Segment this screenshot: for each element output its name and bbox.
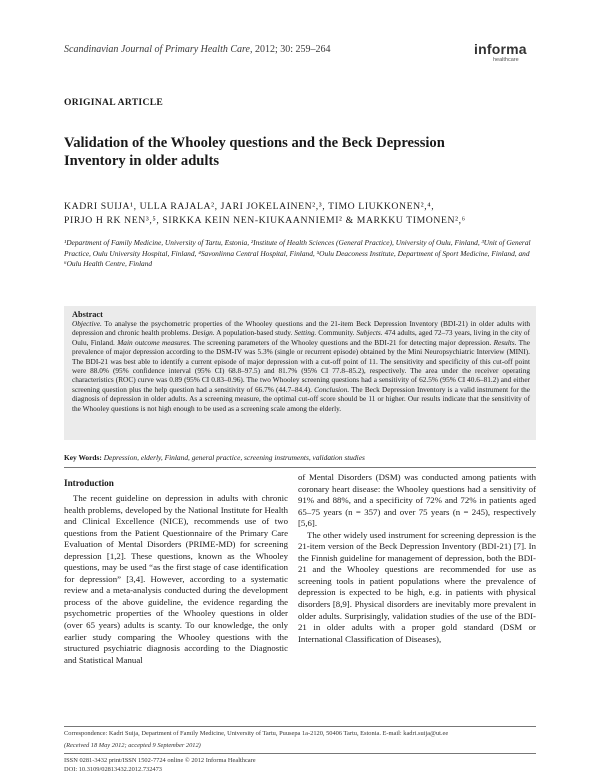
publisher-logo-subtitle: healthcare	[493, 57, 519, 63]
author-line: PIRJO H RK NEN³,⁵, SIRKKA KEIN NEN-KIUKAANNIEMI² & MARKKU TIMONEN²,⁶	[64, 215, 466, 226]
abstract-subheading: Design.	[192, 328, 215, 338]
author-line: KADRI SUIJA¹, ULLA RAJALA², JARI JOKELAINEN²,³, TIMO LIUKKONEN²,⁴,	[64, 201, 435, 212]
affiliations: ¹Department of Family Medicine, University of Tartu, Estonia, ²Institute of Health Sciences (General Practice), University of Oulu, Finland, ³Unit of General Practice, Oulu University Hospital, Finland, ⁴Savonlinna Central Hospital, Finland, ⁵Oulu Deaconess Institute, Department of Sport Medicine, Finland, and ⁶Oulu Health Centre, Finland	[64, 238, 531, 269]
abstract-subheading: Conclusion.	[314, 384, 350, 394]
abstract-subheading: Objective.	[72, 319, 102, 328]
abstract-segment: The Beck Depression Inventory is a valid instrument for the diagnosis of depression in older adults. As a screening measure, the optimal cut-off score should be 11 or higher. Our results indicate that the sensitivity of the Whooley questions is not high enough to be used as a screening scale among the elderly.	[72, 384, 530, 413]
abstract-text	[72, 319, 530, 413]
body-column-left	[64, 493, 288, 666]
abstract-segment: Community.	[316, 328, 357, 338]
author-list	[64, 200, 544, 228]
journal-name: Scandinavian Journal of Primary Health Care,	[64, 44, 253, 55]
issn: ISSN 0281-3432 print/ISSN 1502-7724 online © 2012 Informa Healthcare	[64, 757, 256, 764]
journal-details: 2012; 30: 259–264	[252, 44, 331, 55]
keywords	[64, 453, 536, 462]
received-dates: (Received 18 May 2012; accepted 9 September 2012)	[64, 742, 201, 749]
abstract-subheading: Main outcome measures.	[117, 337, 192, 347]
divider	[64, 467, 536, 468]
footer-divider	[64, 726, 536, 727]
abstract-segment: 474 adults, aged 72–73 years, living in the city of Oulu, Finland.	[72, 328, 530, 347]
abstract-subheading: Subjects.	[356, 328, 383, 338]
article-type: ORIGINAL ARTICLE	[64, 97, 164, 108]
abstract-heading: Abstract	[72, 310, 103, 319]
abstract-segment: The prevalence of major depression according to the DSM-IV was 5.3% (single or recurrent episode) obtained by the Mini Neuropsychiatric Interview (MINI). The BDI-21 was best able to identify a current episode of major depression with a cut-off point of 11. The sensitivity and specificity of this cut-off point were 88.0% (95% confidence interval (95% CI) 68.8–97.5) and 81.7% (95% CI 77.8–85.2), respectively. The area under the receiver operating characteristics (ROC) curve was 0.89 (95% CI 0.83–0.96). The two Whooley screening questions had a sensitivity of 62.5% (95% CI 40.6–81.2) and either screening question plus the help question had a sensitivity of 66.7% (44.7–84.4).	[72, 337, 531, 394]
introduction-heading: Introduction	[64, 478, 114, 488]
journal-citation	[64, 44, 331, 55]
keywords-values: Depression, elderly, Finland, general practice, screening instruments, validation studies	[103, 453, 365, 462]
publisher-logo: informa	[474, 41, 527, 57]
body-column-right	[298, 472, 536, 645]
abstract-segment: The screening parameters of the Whooley questions and the BDI-21 for detecting major depression.	[191, 337, 494, 347]
abstract-segment: To analyse the psychometric properties of the Whooley questions and the 21-item Beck Depression Inventory (BDI-21) in older adults with depression and chronic health problems.	[72, 319, 530, 338]
footer-divider	[64, 753, 536, 754]
keywords-label: Key Words:	[64, 453, 102, 462]
correspondence: Correspondence: Kadri Suija, Department of Family Medicine, University of Tartu, Puusepa 1a-2120, 50406 Tartu, Estonia. E-mail: kadri.suija@ut.ee	[64, 730, 449, 737]
doi: DOI: 10.3109/02813432.2012.732473	[64, 766, 162, 773]
abstract-subheading: Setting.	[294, 328, 317, 338]
article-title: Validation of the Whooley questions and the Beck Depression Inventory in older adults	[64, 135, 445, 169]
abstract-segment: A population-based study.	[214, 328, 295, 338]
paragraph: The other widely used instrument for screening depression is the 21-item version of the Beck Depression Inventory (BDI-21) [7]. In the Finnish guideline for management of depression, both the BDI-21 and the Whooley questions are recommended for use as screening tools in patient populations where the prevalence of depression is expected to be high, e.g. in patients with physical disorders [8,9]. Physical disorders are inevitably more prevalent in older adults. Surprisingly, validation studies of the use of the BDI-21 in older adults with a proper gold standard (DSM or International Classification of Diseases),	[298, 529, 536, 644]
paragraph: of Mental Disorders (DSM) was conducted among patients with coronary heart disease: the Whooley questions had a sensitivity of 91% and 88%, and a specificity of 72% and 72% in patients aged 65–75 years (n = 357) and over 75 years (n = 245), respectively [5,6].	[298, 472, 536, 529]
paragraph: The recent guideline on depression in adults with chronic health problems, developed by the National Institute for Health and Clinical Excellence (NICE), recommends use of two questions from the Patient Questionnaire of the Primary Care Evaluation of Mental Disorders (PRIME-MD) for screening depression [1,2]. These questions, known as the Whooley questions, may be used “as the first stage of case identification for depression” [3,4]. However, according to a systematic review and a meta-analysis conducted during the development process of the above guideline, the evidence regarding the psychometric properties of the Whooley questions in older (over 65 years) adults is scanty. To our knowledge, the only earlier study comparing the Whooley questions with the structured psychiatric diagnosis according to the Diagnostic and Statistical Manual	[64, 493, 288, 665]
abstract-subheading: Results.	[493, 337, 517, 347]
